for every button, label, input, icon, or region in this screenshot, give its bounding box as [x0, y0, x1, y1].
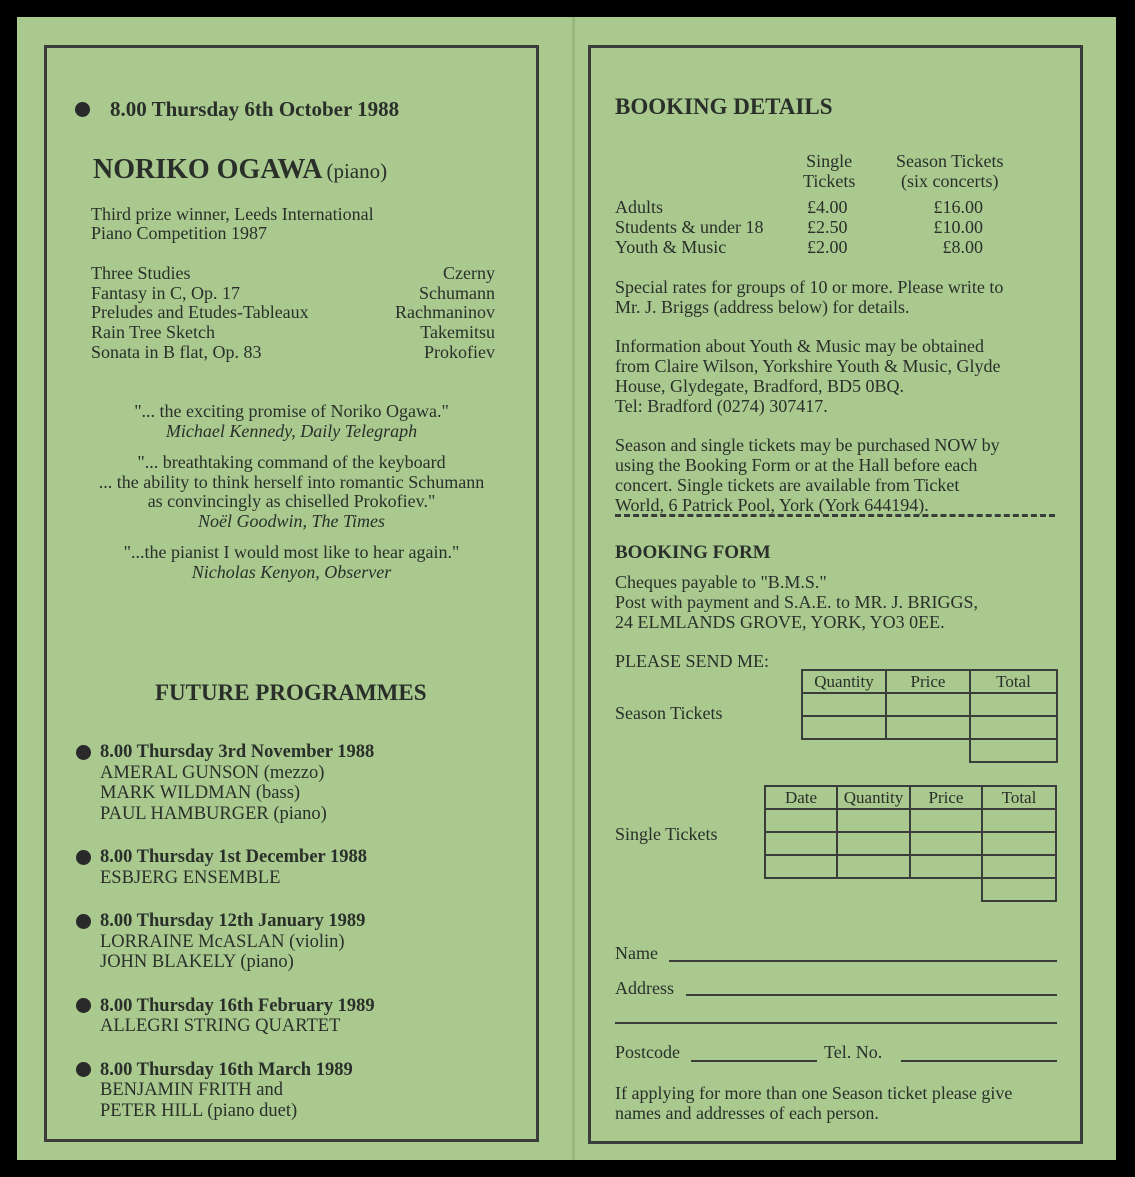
composer: Czerny	[443, 263, 495, 283]
price-row	[615, 197, 985, 217]
performer-instrument: (piano)	[326, 159, 388, 183]
text-line: World, 6 Patrick Pool, York (York 644194).	[615, 495, 929, 515]
future-date: 8.00 Thursday 1st December 1988	[100, 847, 368, 867]
season-total-field[interactable]	[970, 716, 1057, 739]
text-line: Mr. J. Briggs (address below) for details.	[615, 297, 910, 317]
text-line: from Claire Wilson, Yorkshire Youth & Music, Glyde	[615, 356, 1001, 376]
single-price: £4.00	[807, 197, 848, 217]
concert-date: 8.00 Thursday 6th October 1988	[110, 97, 400, 121]
text-line: 24 ELMLANDS GROVE, YORK, YO3 0EE.	[615, 612, 945, 632]
single-date-field[interactable]	[765, 809, 837, 832]
please-send-label: PLEASE SEND ME:	[615, 651, 770, 671]
booking-panel	[588, 45, 1083, 1144]
price-category: Students & under 18	[615, 217, 764, 237]
programme-item	[91, 264, 495, 284]
single-price: £2.00	[807, 237, 848, 257]
single-grand-total-field[interactable]	[982, 878, 1056, 901]
address-field-line-2[interactable]	[615, 1022, 1057, 1024]
address-field[interactable]	[686, 994, 1057, 996]
fold-crease	[572, 17, 575, 1160]
cut-line	[615, 514, 1055, 517]
single-price: £2.50	[807, 217, 848, 237]
single-price-field[interactable]	[910, 855, 982, 878]
composer: Takemitsu	[420, 322, 495, 343]
quote-text: "... breathtaking command of the keyboard	[137, 452, 446, 472]
future-programme	[76, 911, 375, 973]
tel-label: Tel. No.	[824, 1042, 883, 1062]
group-rates-text	[615, 277, 1057, 317]
concert-date-line	[75, 97, 399, 122]
col-header-line: Single	[806, 151, 853, 171]
col-quantity: Quantity	[837, 786, 910, 809]
future-date: 8.00 Thursday 12th January 1989	[100, 911, 366, 931]
quote-text: "... the exciting promise of Noriko Ogawa."	[134, 401, 449, 421]
single-price-field[interactable]	[910, 809, 982, 832]
col-header-line: Season Tickets	[896, 151, 1004, 171]
payment-instructions	[615, 572, 1057, 632]
quote-source: Nicholas Kenyon, Observer	[191, 561, 392, 582]
single-date-field[interactable]	[765, 855, 837, 878]
text-line: Cheques payable to "B.M.S."	[615, 572, 827, 592]
work-title: Rain Tree Sketch	[91, 322, 215, 343]
programme-item	[91, 343, 495, 363]
col-date: Date	[765, 786, 837, 809]
bullet-icon	[76, 850, 91, 865]
future-performer: MARK WILDMAN (bass)	[100, 783, 301, 803]
price-category: Youth & Music	[615, 237, 727, 257]
work-title: Three Studies	[91, 263, 191, 283]
text-line: Post with payment and S.A.E. to MR. J. BRIGGS,	[615, 592, 979, 612]
col-total: Total	[970, 670, 1057, 693]
future-performer: LORRAINE McASLAN (violin)	[100, 931, 345, 952]
press-quotes	[47, 402, 536, 582]
single-total-field[interactable]	[982, 832, 1056, 855]
price-category: Adults	[615, 197, 664, 217]
price-row	[615, 217, 985, 237]
quote	[47, 453, 536, 531]
empty-cell	[886, 739, 970, 762]
programme-item	[91, 284, 495, 304]
future-performer: BENJAMIN FRITH and	[100, 1080, 283, 1100]
col-price: Price	[910, 786, 982, 809]
future-performer: JOHN BLAKELY (piano)	[100, 952, 294, 972]
future-date: 8.00 Thursday 16th February 1989	[100, 995, 375, 1016]
single-total-field[interactable]	[982, 855, 1056, 878]
booking-form-heading: BOOKING FORM	[615, 542, 771, 563]
text-line: Special rates for groups of 10 or more. Please write to	[615, 277, 1004, 297]
bullet-icon	[76, 914, 91, 929]
text-line: concert. Single tickets are available from Ticket	[615, 475, 960, 495]
season-order-table	[801, 669, 1058, 763]
season-price: £8.00	[942, 237, 983, 257]
future-programme	[76, 847, 375, 888]
empty-cell	[765, 878, 837, 901]
programme-list	[91, 264, 495, 363]
quote-text: "...the pianist I would most like to hear again."	[123, 542, 460, 562]
future-performer: PETER HILL (piano duet)	[100, 1100, 298, 1121]
performer-heading	[93, 154, 387, 186]
text-line: using the Booking Form or at the Hall before each	[615, 455, 978, 475]
quote	[47, 543, 536, 582]
col-header-line: (six concerts)	[901, 171, 999, 191]
postcode-field[interactable]	[691, 1060, 817, 1062]
text-line: Tel: Bradford (0274) 307417.	[615, 396, 828, 416]
text-line: House, Glydegate, Bradford, BD5 0BQ.	[615, 376, 904, 396]
youth-info-text	[615, 336, 1057, 416]
booking-heading: BOOKING DETAILS	[615, 94, 833, 119]
price-table	[615, 197, 985, 257]
empty-cell	[802, 739, 886, 762]
season-tickets-label: Season Tickets	[615, 703, 723, 723]
col-total: Total	[982, 786, 1056, 809]
season-quantity-field[interactable]	[802, 716, 886, 739]
tel-field[interactable]	[901, 1060, 1057, 1062]
name-label: Name	[615, 943, 658, 963]
col-price: Price	[886, 670, 970, 693]
concert-panel	[44, 45, 539, 1142]
future-programme	[76, 996, 375, 1037]
future-heading: FUTURE PROGRAMMES	[155, 680, 427, 705]
future-performer: ESBJERG ENSEMBLE	[100, 867, 281, 888]
empty-cell	[910, 878, 982, 901]
text-line: names and addresses of each person.	[615, 1103, 879, 1123]
col-quantity: Quantity	[802, 670, 886, 693]
work-title: Fantasy in C, Op. 17	[91, 282, 241, 303]
footer-note	[615, 1083, 1057, 1123]
bio-line: Piano Competition 1987	[91, 223, 268, 243]
name-field[interactable]	[669, 960, 1057, 962]
single-order-table	[764, 785, 1057, 902]
quote-text: as convincingly as chiselled Prokofiev."	[147, 491, 436, 511]
season-quantity-field[interactable]	[802, 693, 886, 716]
address-label: Address	[615, 978, 674, 998]
work-title: Preludes and Etudes-Tableaux	[91, 302, 309, 323]
season-price: £10.00	[933, 217, 983, 237]
single-total-field[interactable]	[982, 809, 1056, 832]
composer: Prokofiev	[424, 341, 495, 362]
bullet-icon	[75, 102, 90, 117]
single-tickets-label: Single Tickets	[615, 824, 718, 844]
future-programme	[76, 742, 375, 824]
single-date-field[interactable]	[765, 832, 837, 855]
performer-name: NORIKO OGAWA	[93, 154, 323, 185]
composer: Schumann	[419, 282, 495, 303]
future-performer: AMERAL GUNSON (mezzo)	[100, 762, 325, 783]
season-price-field[interactable]	[886, 693, 970, 716]
future-date: 8.00 Thursday 16th March 1989	[100, 1059, 353, 1080]
single-price-field[interactable]	[910, 832, 982, 855]
bio-line: Third prize winner, Leeds International	[91, 204, 374, 224]
quote-text: ... the ability to think herself into romantic Schumann	[98, 471, 485, 492]
performer-bio	[91, 205, 374, 243]
quote-source: Michael Kennedy, Daily Telegraph	[165, 420, 418, 441]
season-grand-total-field[interactable]	[970, 739, 1057, 762]
season-price: £16.00	[933, 197, 983, 217]
text-line: If applying for more than one Season ticket please give	[615, 1083, 1013, 1103]
season-col-header	[896, 151, 1004, 191]
future-performer: ALLEGRI STRING QUARTET	[100, 1016, 341, 1036]
empty-cell	[837, 878, 910, 901]
future-performer: PAUL HAMBURGER (piano)	[100, 803, 327, 824]
quote-source: Noël Goodwin, The Times	[197, 510, 385, 531]
single-quantity-field[interactable]	[837, 855, 910, 878]
future-programme	[76, 1060, 375, 1122]
composer: Rachmaninov	[395, 302, 495, 323]
single-col-header	[803, 151, 855, 191]
single-quantity-field[interactable]	[837, 809, 910, 832]
leaflet-paper	[17, 17, 1116, 1160]
future-date: 8.00 Thursday 3rd November 1988	[100, 742, 375, 762]
quote	[47, 402, 536, 441]
single-quantity-field[interactable]	[837, 832, 910, 855]
bullet-icon	[76, 998, 91, 1013]
season-total-field[interactable]	[970, 693, 1057, 716]
work-title: Sonata in B flat, Op. 83	[91, 341, 262, 362]
text-line: Season and single tickets may be purchased NOW by	[615, 435, 1000, 455]
postcode-label: Postcode	[615, 1042, 680, 1062]
programme-item	[91, 323, 495, 343]
season-info-text	[615, 435, 1057, 515]
bullet-icon	[76, 1062, 91, 1077]
programme-item	[91, 303, 495, 323]
text-line: Information about Youth & Music may be obtained	[615, 336, 984, 356]
season-price-field[interactable]	[886, 716, 970, 739]
price-row	[615, 237, 985, 257]
bullet-icon	[76, 745, 91, 760]
col-header-line: Tickets	[803, 171, 856, 191]
future-programmes-list	[76, 742, 375, 1121]
